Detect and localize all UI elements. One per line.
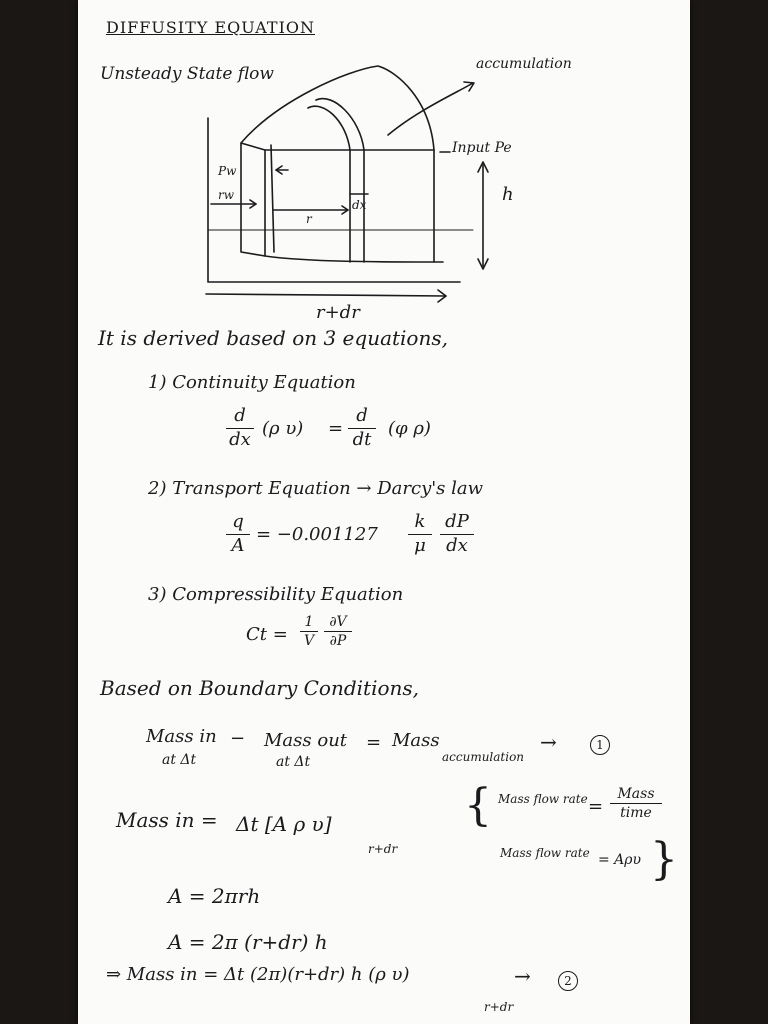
mass-in-lhs: Mass in =: [116, 808, 218, 832]
label-input-pe: Input Pe: [452, 140, 512, 156]
diagram-axes: [208, 118, 460, 282]
continuity-rhs-term: (φ ρ): [388, 418, 431, 439]
equals-sign: =: [328, 418, 344, 439]
mass-out-at-dt: at Δt: [276, 754, 311, 770]
label-accumulation: accumulation: [476, 56, 572, 72]
area-eq-1: A = 2πrh: [168, 884, 261, 908]
note-mfr: Mass flow rate: [498, 792, 588, 806]
note-equals: =: [588, 796, 604, 817]
ct-label: Ct =: [246, 624, 288, 645]
minus-sign: −: [230, 728, 246, 749]
final-mass-in: ⇒ Mass in = Δt (2π)(r+dr) h (ρ υ): [106, 964, 410, 985]
intro-text: It is derived based on 3 equations,: [98, 326, 448, 350]
transport-title: 2) Transport Equation → Darcy's law: [148, 478, 484, 499]
note-mfr-2: Mass flow rate: [500, 846, 590, 860]
boundary-heading: Based on Boundary Conditions,: [100, 676, 420, 700]
compress-dv-over-dp: ∂V ∂P: [324, 614, 352, 649]
flow-diagram: [78, 0, 690, 330]
page-title: DIFFUSITY EQUATION: [106, 18, 316, 37]
final-subscript: r+dr: [484, 1000, 514, 1014]
darcy-k-over-mu: k μ: [408, 512, 432, 556]
compressibility-title: 3) Compressibility Equation: [148, 584, 404, 605]
label-h: h: [502, 184, 514, 205]
notebook-page: [78, 0, 690, 1024]
note-brace-right: }: [650, 834, 678, 885]
note-mass-over-time: Mass time: [610, 786, 662, 821]
darcy-q-over-a: q A: [226, 512, 250, 556]
accumulation-label: accumulation: [442, 750, 525, 764]
mass-label: Mass: [392, 730, 440, 751]
ref-circle-2: 2: [558, 970, 578, 991]
mass-in-at-dt: at Δt: [162, 752, 197, 768]
continuity-lhs-fraction: d dx: [226, 406, 254, 450]
continuity-title: 1) Continuity Equation: [148, 372, 356, 393]
note-brace-left: {: [464, 780, 492, 831]
label-rw: rw: [218, 188, 235, 202]
label-r: r: [306, 212, 312, 226]
mass-in-rhs: Δt [A ρ υ]: [236, 812, 332, 836]
note-aev: = Aρυ: [598, 852, 642, 868]
darcy-constant: = −0.001127: [256, 524, 378, 545]
equals-sign-2: =: [366, 732, 382, 753]
continuity-lhs-term: (ρ υ): [262, 418, 304, 439]
label-r-dr: r+dr: [316, 302, 360, 323]
darcy-dp-over-dx: dP dx: [440, 512, 474, 556]
outer-boundary: [241, 66, 434, 262]
label-dx: dx: [352, 198, 367, 212]
mass-out-label: Mass out: [264, 730, 348, 751]
bottom-arrow-line: [206, 294, 446, 296]
label-pw: Pw: [218, 164, 237, 178]
area-eq-2: A = 2π (r+dr) h: [168, 930, 328, 954]
wellbore: [241, 143, 265, 256]
ref-circle-1: 1: [590, 734, 610, 755]
ref-arrow-2: →: [514, 964, 531, 988]
page-subtitle: Unsteady State flow: [100, 64, 274, 84]
shell-r: [308, 106, 350, 262]
mass-in-label: Mass in: [146, 726, 217, 747]
compress-1-over-v: 1 V: [300, 614, 318, 649]
ref-arrow-1: →: [540, 730, 557, 754]
mass-in-subscript: r+dr: [368, 842, 398, 856]
continuity-rhs-fraction: d dt: [348, 406, 376, 450]
